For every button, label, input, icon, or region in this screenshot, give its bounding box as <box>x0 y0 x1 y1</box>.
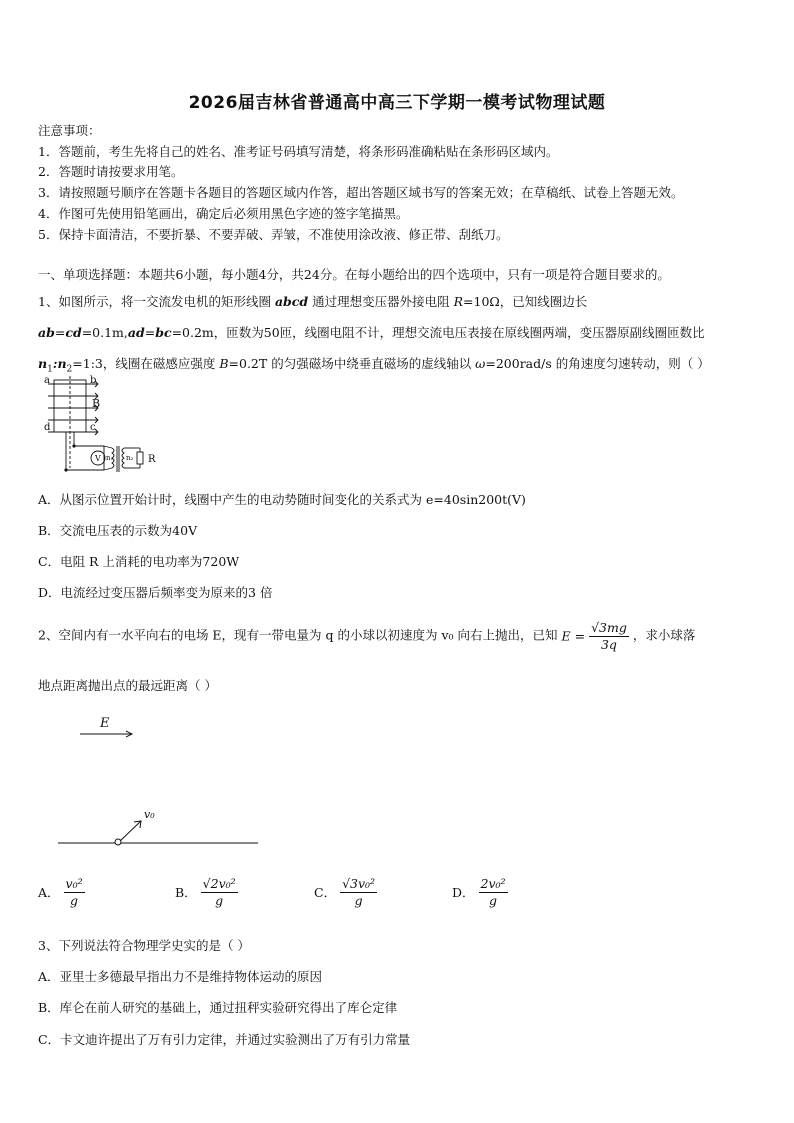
q3-stem: 3、下列说法符合物理学史实的是（ ） <box>38 938 250 953</box>
q1-stem-line3: $n_1:n_2=1:3$，线圈在磁感应强度 B=0.2T 的匀强磁场中绕垂直磁场的虚线轴以 ω=200rad/s 的角速度匀速转动，则（ ） <box>38 356 710 375</box>
q3-option-b: B．库仑在前人研究的基础上，通过扭秤实验研究得出了库仑定律 <box>38 1000 398 1015</box>
q2-stem-line1: 2、空间内有一水平向右的电场 E，现有一带电量为 q 的小球以初速度为 v₀ 向右上抛出，已知 E = $\frac{√3mg}{3q}$ ，求小球落 <box>38 620 696 652</box>
q1-option-c: C．电阻 R 上消耗的电功率为720W <box>38 554 240 569</box>
notice-heading: 注意事项： <box>38 123 101 138</box>
q1-stem-line1: 1、如图所示，将一交流发电机的矩形线圈 abcd 通过理想变压器外接电阻 R=10Ω，已知线圈边长 <box>38 294 588 309</box>
q1-figure-label-n1: n₁ <box>106 454 114 462</box>
q1-figure-label-V: V <box>95 454 101 463</box>
q1-figure <box>40 376 170 476</box>
notice-item-5: 5．保持卡面清洁，不要折暴、不要弄破、弄皱，不准使用涂改液、修正带、刮纸刀。 <box>38 227 509 242</box>
q2-stem-line2: 地点距离抛出点的最远距离（ ） <box>38 678 217 693</box>
q2-figure <box>58 712 268 852</box>
q1-option-a: A．从图示位置开始计时，线圈中产生的电动势随时间变化的关系式为 e=40sin200t(V) <box>38 492 526 507</box>
q2-option-c: C． $\frac{\text{√3v₀²}}{g}$ <box>314 876 376 908</box>
q1-stem-line2: ab=cd=0.1m,ad=bc=0.2m，匝数为50匝，线圈电阻不计，理想交流电压表接在原线圈两端，变压器原副线圈匝数比 <box>38 325 705 340</box>
section-heading: 一、单项选择题：本题共6小题，每小题4分，共24分。在每小题给出的四个选项中，只有一项是符合题目要求的。 <box>38 267 670 282</box>
q1-option-d: D．电流经过变压器后频率变为原来的3 倍 <box>38 585 273 600</box>
q3-option-c: C．卡文迪许提出了万有引力定律，并通过实验测出了万有引力常量 <box>38 1032 411 1047</box>
q1-option-b: B．交流电压表的示数为40V <box>38 523 198 538</box>
q2-figure-label-E: E <box>100 716 110 731</box>
q1-figure-label-d: d <box>44 422 51 433</box>
q2-option-d: D． $\frac{\text{2v₀²}}{g}$ <box>452 876 506 908</box>
q1-figure-label-c: c <box>90 422 96 433</box>
page-title: 2026届吉林省普通高中高三下学期一模考试物理试题 <box>188 93 606 113</box>
q1-figure-label-B: B <box>92 397 101 410</box>
q2-formula-fraction: $\frac{√3mg}{3q}$ <box>591 620 627 652</box>
notice-item-3: 3．请按照题号顺序在答题卡各题目的答题区域内作答，超出答题区域书写的答案无效；在草稿纸、试卷上答题无效。 <box>38 185 684 200</box>
q2-figure-label-v0: v₀ <box>144 808 155 821</box>
q1-figure-label-b: b <box>90 375 97 386</box>
q3-option-a: A．亚里士多德最早指出力不是维持物体运动的原因 <box>38 969 323 984</box>
q1-figure-label-R: R <box>148 454 156 465</box>
q1-figure-label-n2: n₂ <box>126 454 134 462</box>
notice-item-1: 1．答题前，考生先将自己的姓名、准考证号码填写清楚，将条形码准确粘贴在条形码区域内。 <box>38 144 559 159</box>
q2-option-b: B． $\frac{\text{√2v₀²}}{g}$ <box>175 876 236 908</box>
q1-figure-label-a: a <box>44 375 50 386</box>
notice-item-4: 4．作图可先使用铅笔画出，确定后必须用黑色字迹的签字笔描黑。 <box>38 206 409 221</box>
q2-option-a: A． $\frac{\text{v₀²}}{g}$ <box>38 876 83 908</box>
notice-item-2: 2．答题时请按要求用笔。 <box>38 164 184 179</box>
q2-formula-lhs: E = <box>561 628 586 644</box>
